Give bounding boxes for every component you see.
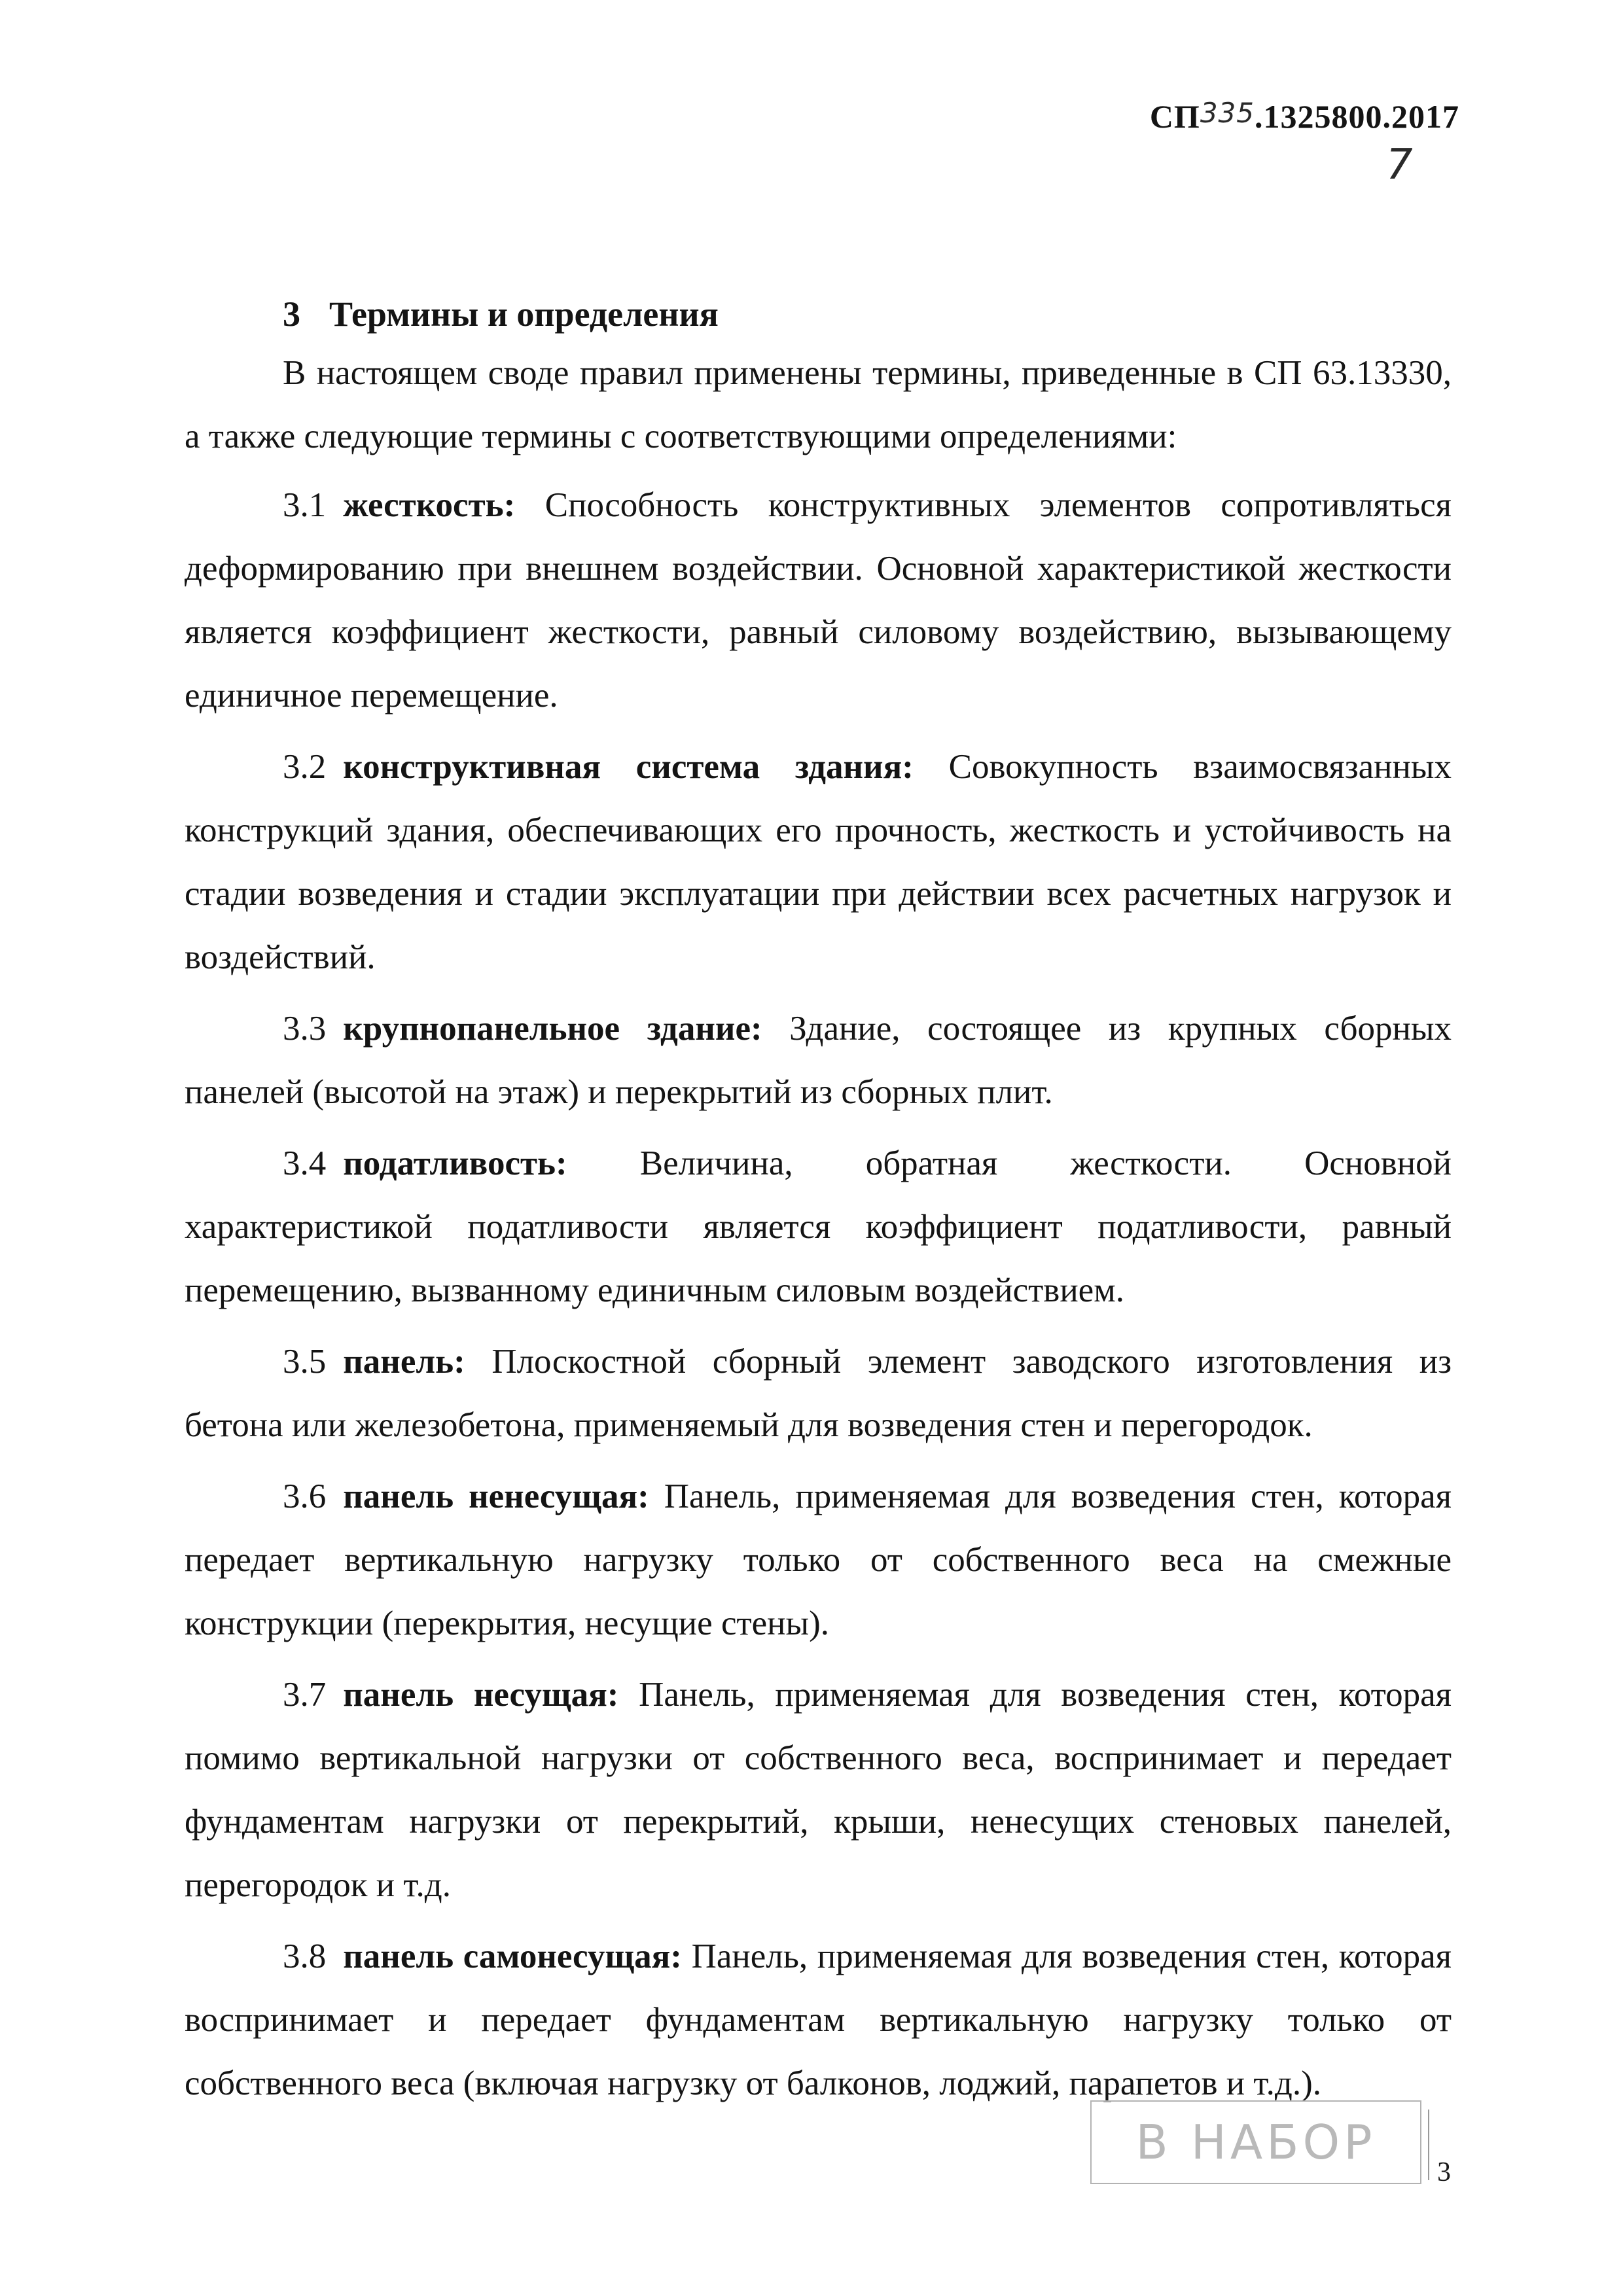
document-code-suffix: .1325800.2017	[1255, 98, 1459, 135]
term-number: 3.2	[283, 748, 327, 786]
term-number: 3.8	[283, 1937, 327, 1975]
term-name: крупнопанельное здание:	[343, 1010, 762, 1048]
handwritten-page-number: 7	[1386, 141, 1413, 189]
term-3-6	[185, 1465, 1452, 1655]
stamp-edge-line	[1428, 2110, 1429, 2180]
term-number: 3.3	[283, 1010, 327, 1048]
document-body	[185, 288, 1452, 2123]
term-name: жесткость:	[343, 486, 516, 524]
term-number: 3.1	[283, 486, 327, 524]
term-definition: Способность конструктивных элементов сопротивляться деформированию при внешнем воздействии. Основной характеристикой жесткости является коэффициент жесткости, равный силовому воздействию, вызывающему единичное перемещение.	[185, 486, 1452, 715]
document-code-prefix: СП	[1149, 98, 1200, 135]
term-3-8	[185, 1925, 1452, 2115]
section-intro: В настоящем своде правил применены термины, приведенные в СП 63.13330, а также следующие термины с соответствующими определениями:	[185, 354, 1452, 455]
typesetting-stamp: В НАБОР	[1090, 2100, 1421, 2184]
term-number: 3.6	[283, 1477, 327, 1515]
term-3-5	[185, 1330, 1452, 1457]
term-3-1	[185, 474, 1452, 728]
term-number: 3.4	[283, 1144, 327, 1182]
term-definition: Панель, применяемая для возведения стен, которая воспринимает и передает фундаментам вертикальную нагрузку только от собственного веса (включая нагрузку от балконов, лоджий, парапетов и т.д.).	[185, 1937, 1452, 2102]
term-3-3	[185, 997, 1452, 1124]
term-definition: Плоскостной сборный элемент заводского изготовления из бетона или железобетона, применяемый для возведения стен и перегородок.	[185, 1343, 1452, 1444]
term-definition: Здание, состоящее из крупных сборных панелей (высотой на этаж) и перекрытий из сборных плит.	[185, 1010, 1452, 1111]
term-name: податливость:	[343, 1144, 567, 1182]
term-definition: Совокупность взаимосвязанных конструкций здания, обеспечивающих его прочность, жесткость и устойчивость на стадии возведения и стадии эксплуатации при действии всех расчетных нагрузок и воздействий.	[185, 748, 1452, 976]
term-name: панель самонесущая:	[343, 1937, 682, 1975]
document-code-handwritten: 335	[1200, 97, 1255, 129]
section-number: 3	[283, 294, 300, 334]
term-3-4	[185, 1132, 1452, 1322]
term-name: панель:	[343, 1343, 465, 1381]
term-definition: Панель, применяемая для возведения стен, которая помимо вертикальной нагрузки от собственного веса, воспринимает и передает фундаментам нагрузки от перекрытий, крыши, ненесущих стеновых панелей, перегородок и т.д.	[185, 1676, 1452, 1904]
term-3-2	[185, 735, 1452, 989]
section-heading	[283, 288, 1452, 340]
section-title: Термины и определения	[329, 294, 719, 334]
page-number: 3	[1437, 2157, 1451, 2187]
term-definition: Панель, применяемая для возведения стен, которая передает вертикальную нагрузку только от собственного веса на смежные конструкции (перекрытия, несущие стены).	[185, 1477, 1452, 1642]
term-name: конструктивная система здания:	[343, 748, 914, 786]
term-3-7	[185, 1663, 1452, 1917]
document-code	[1150, 97, 1459, 135]
term-number: 3.7	[283, 1676, 327, 1714]
term-name: панель ненесущая:	[343, 1477, 649, 1515]
term-name: панель несущая:	[343, 1676, 619, 1714]
term-number: 3.5	[283, 1343, 327, 1381]
term-definition: Величина, обратная жесткости. Основной характеристикой податливости является коэффициент податливости, равный перемещению, вызванному единичным силовым воздействием.	[185, 1144, 1452, 1309]
